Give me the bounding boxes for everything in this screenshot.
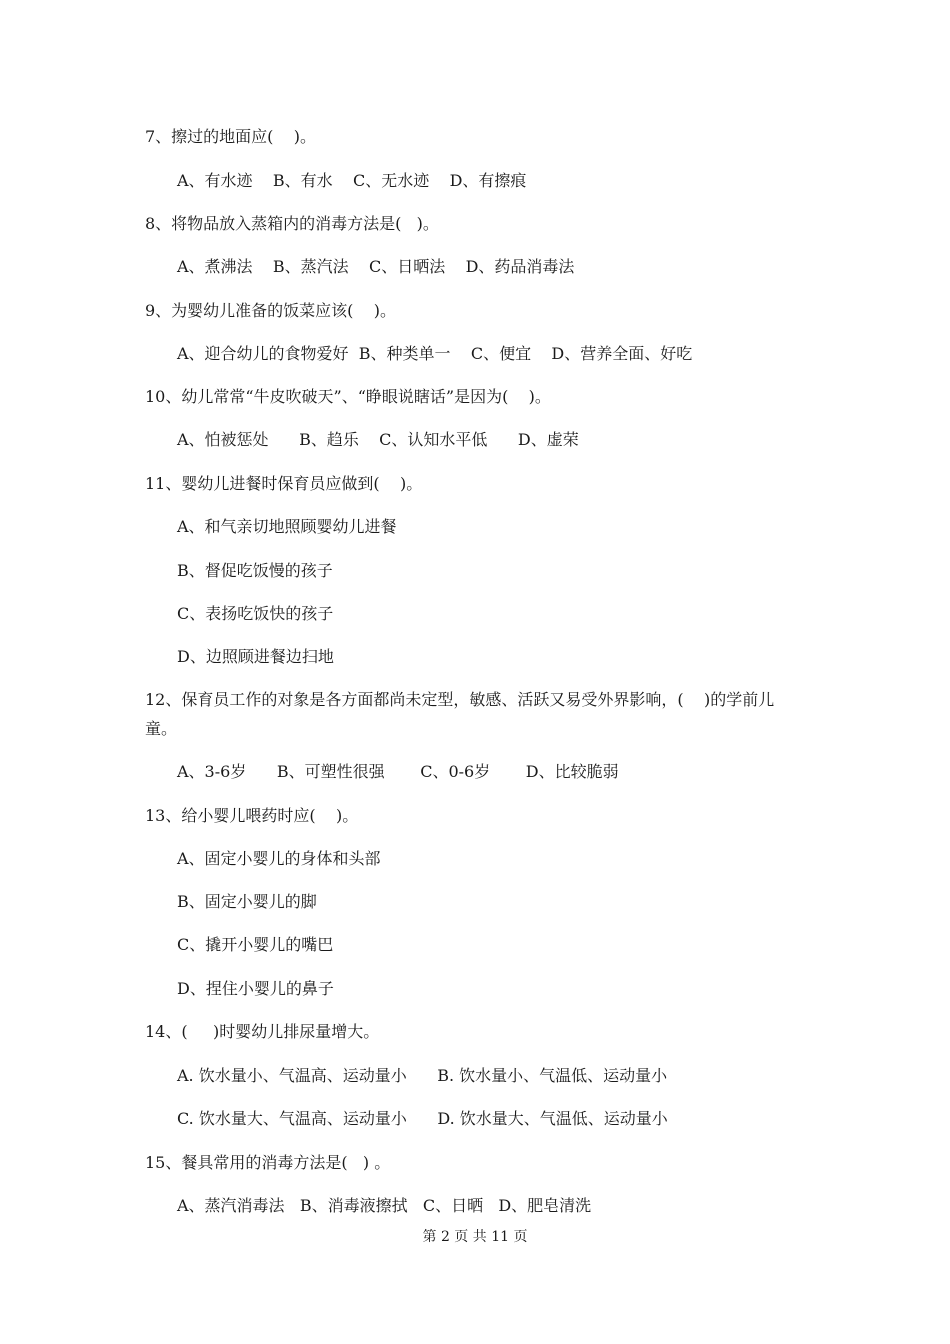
question-13-option-d: D、捏住小婴儿的鼻子 <box>177 979 334 998</box>
question-13-option-b: B、固定小婴儿的脚 <box>177 892 317 911</box>
question-11-stem: 11、婴幼儿进餐时保育员应做到( )。 <box>145 474 423 493</box>
question-15-stem: 15、餐具常用的消毒方法是( ) 。 <box>145 1153 391 1172</box>
question-14-stem: 14、( )时婴幼儿排尿量增大。 <box>145 1022 380 1041</box>
question-11-option-d: D、边照顾进餐边扫地 <box>177 647 334 666</box>
question-10-options: A、怕被惩处 B、趋乐 C、认知水平低 D、虚荣 <box>177 430 579 449</box>
question-13-stem: 13、给小婴儿喂药时应( )。 <box>145 806 359 825</box>
question-8-stem: 8、将物品放入蒸箱内的消毒方法是( )。 <box>145 214 439 233</box>
question-12-stem: 12、保育员工作的对象是各方面都尚未定型，敏感、活跃又易受外界影响，( )的学前儿 <box>145 690 775 709</box>
question-14-options-cd: C. 饮水量大、气温高、运动量小 D. 饮水量大、气温低、运动量小 <box>177 1109 668 1128</box>
question-10-stem: 10、幼儿常常“牛皮吹破天”、“睁眼说瞎话”是因为( )。 <box>145 387 551 406</box>
question-14-options-ab: A. 饮水量小、气温高、运动量小 B. 饮水量小、气温低、运动量小 <box>177 1066 668 1085</box>
question-9-options: A、迎合幼儿的食物爱好 B、种类单一 C、便宜 D、营养全面、好吃 <box>177 344 693 363</box>
question-11-option-b: B、督促吃饭慢的孩子 <box>177 561 333 580</box>
question-8-options: A、煮沸法 B、蒸汽法 C、日晒法 D、药品消毒法 <box>177 257 575 276</box>
question-13-option-a: A、固定小婴儿的身体和头部 <box>177 849 381 868</box>
question-13-option-c: C、撬开小婴儿的嘴巴 <box>177 935 334 954</box>
question-12-options: A、3-6岁 B、可塑性很强 C、0-6岁 D、比较脆弱 <box>177 762 619 781</box>
question-11-option-a: A、和气亲切地照顾婴幼儿进餐 <box>177 517 397 536</box>
question-7-stem: 7、擦过的地面应( )。 <box>145 127 317 146</box>
question-9-stem: 9、为婴幼儿准备的饭菜应该( )。 <box>145 301 397 320</box>
question-12-stem-continued: 童。 <box>145 719 178 738</box>
question-11-option-c: C、表扬吃饭快的孩子 <box>177 604 334 623</box>
question-15-options: A、蒸汽消毒法 B、消毒液擦拭 C、日晒 D、肥皂清洗 <box>177 1196 592 1215</box>
page-footer: 第 2 页 共 11 页 <box>422 1229 528 1245</box>
question-7-options: A、有水迹 B、有水 C、无水迹 D、有擦痕 <box>177 171 527 190</box>
